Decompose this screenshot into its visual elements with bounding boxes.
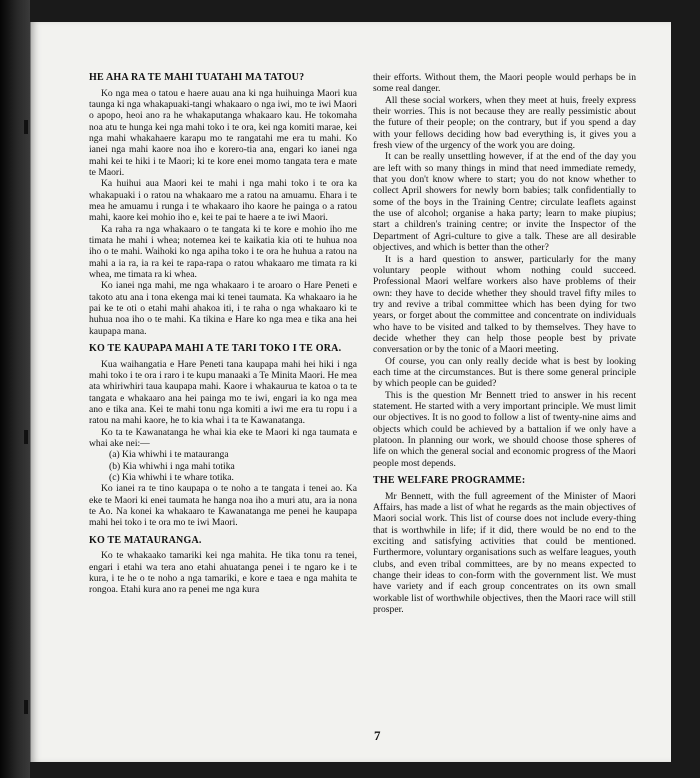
paragraph: Kua waihangatia e Hare Peneti tana kaupapa mahi hei hiki i nga mahi toko i te ora i raro i te kupu manaaki a Te Minita Maori. He mea ata whiriwhiri taua kaupapa mahi. Kaore i whakaurua te katoa o ta te tangata e whakaaro ana hei painga mo te iwi, engari ia ko nga mea ano e tika ana. Kei te mahi tonu nga komiti a iwi me era tu ropu i a ratou na mahi kaore, he to kia whai i ta te Kawanatanga. — [89, 358, 357, 427]
paragraph: Ka huihui aua Maori kei te mahi i nga mahi toko i te ora ka whakapuaki i o ratou na whakaaro me a ratou na amuamu. Ehara i te mea he amuamu i runga i te whakaaro iho kaore he painga o a ratou mahi, kaore kei mohio iho e, kei te pai te haere a te iwi Maori. — [89, 178, 357, 224]
heading-matauranga: KO TE MATAURANGA. — [89, 534, 202, 546]
paragraph: Ko nga mea o tatou e haere auau ana ki nga huihuinga Maori kua taunga ki nga whakapuaki-tangi whakaaro o nga iwi, mo te iwi Maori o apopo, heoi ano ra he whakaputanga whakaaro kau. He tokomaha noa atu te hunga kei nga mahi toko i te ora, kei nga komiti marae, kei nga mahi whakahaere karapu mo te rangatahi me era tu mahi. Ko ianei nga mahi kaore noa iho e korero-tia ana, engari ko ianei nga mahi kei te hiki i te Maori; ki te kore enei momo tangata tera e mate te Maori. — [89, 87, 357, 178]
list-item: (a) Kia whiwhi i te matauranga — [109, 449, 229, 461]
right-column — [373, 72, 636, 615]
list-item: (b) Kia whiwhi i nga mahi totika — [109, 460, 235, 472]
left-column — [89, 72, 357, 596]
magazine-page — [30, 22, 671, 762]
heading-kaupapa-mahi: KO TE KAUPAPA MAHI A TE TARI TOKO I TE ORA. — [89, 343, 342, 355]
heading-welfare-programme: THE WELFARE PROGRAMME: — [373, 475, 526, 487]
page-number: 7 — [374, 728, 381, 743]
paragraph: Mr Bennett, with the full agreement of the Minister of Maori Affairs, has made a list of what he regards as the main objectives of Maori social work. This list of course does not include every-thing that is worthwhile in life; if it did, there would be no end to the exciting and satisfying activities that could be mentioned. Furthermore, voluntary organisations such as welfare leagues, youth clubs, and even tribal committees, are by no means expected to change their ideas to con-form with the government list. We must have variety and if each group concentrates on its own small workable list of worthwhile objectives, then the Maori race will still prosper. — [373, 490, 636, 615]
paragraph: Ko ianei nga mahi, me nga whakaaro i te aroaro o Hare Peneti e takoto atu ana i tona ekenga mai ki tenei taumata. Ka whakaaro ia he pai ke te oti o etahi mahi ahakoa iti, i te raha o nga whakaaro ki te huhua noa iho o te mahi. Ka tikina e Hare ko nga mea e tika ana hei kaupapa mana. — [89, 280, 357, 337]
objectives-list — [89, 449, 357, 483]
paragraph: Ko te whakaako tamariki kei nga mahita. He tika tonu ra tenei, engari i etahi wa tera ano etahi ahuatanga penei i te ngaro ke i te kura, i te he o te noho a nga tamariki, e kore e taea e nga mahita te rongoa. Etahi kura ano ra penei me nga kura — [89, 550, 357, 596]
paragraph: All these social workers, when they meet at huis, freely express their worries. This is not because they are really pessimistic about the future of their people; on the contrary, but if you spend a day with your fellows deciding how bad everything is, it gives you a fresh view of the urgency of the work you are doing. — [373, 94, 636, 152]
paragraph: Ka raha ra nga whakaaro o te tangata ki te kore e mohio iho me timata he mahi i whea; notemea kei te kaikatia kia oti te huhua noa iho o te mahi. Waihoki ko nga apiha toko i te ora he huhua a ratou na mahi a ia ra, ia ra kei te rapa-rapa o ratou whakaaro me timata ra ki whea, me timata ra ki whea. — [89, 223, 357, 280]
paragraph: This is the question Mr Bennett tried to answer in his recent statement. He started with a very important principle. We must limit our objectives. It is no good to follow a list of twenty-nine aims and objects which could be achieved by a battalion if we only have a platoon. In planning our work, we should choose those spheres of life on which the general social and economic progress of the Maori people most depends. — [373, 389, 636, 469]
paragraph: It can be really unsettling however, if at the end of the day you are left with so many things in mind that need immediate remedy, that you don't know where to start; you do not know whether to collect April showers for newly born babies; talk confidentially to some of the boys in the Training Centre; circulate leaflets against the use of alcohol; organise a haka party; learn to make piupius; start a children's training centre; or invite the Inspector of the Department of Agri-culture to give a talk. These are all desirable objectives, and which is better than the other? — [373, 151, 636, 254]
paragraph: It is a hard question to answer, particularly for the many voluntary people without whom nothing could succeed. Professional Maori welfare workers also have problems of their own: they have to decide whether they should travel fifty miles to try and revive a tribal committee which has been dying for two years, or forget about the committee and concentrate on individuals who have to be visited and talked to by themselves. They have to decide whether they can help those people best by private conversation or by the tonic of a Maori meeting. — [373, 253, 636, 356]
paragraph: Ko ianei ra te tino kaupapa o te noho a te tangata i tenei ao. Ka eke te Maori ki enei taumata he hanga noa iho a muri atu, ara ia nona te Ao. Na konei ka whakaaro te Kawanatanga me penei he kaupapa mahi hei toko i te ora mo te iwi Maori. — [89, 483, 357, 529]
heading-he-aha-ra: HE AHA RA TE MAHI TUATAHI MA TATOU? — [89, 72, 305, 83]
paragraph: their efforts. Without them, the Maori people would perhaps be in some real danger. — [373, 72, 636, 95]
book-binding — [0, 0, 30, 778]
paragraph: Of course, you can only really decide what is best by looking each time at the circumstances. But is there some general principle by which people can be guided? — [373, 355, 636, 390]
paragraph: Ko ta te Kawanatanga he whai kia eke te Maori ki nga taumata e whai ake nei:— — [89, 426, 357, 449]
list-item: (c) Kia whiwhi i te whare totika. — [109, 472, 234, 483]
